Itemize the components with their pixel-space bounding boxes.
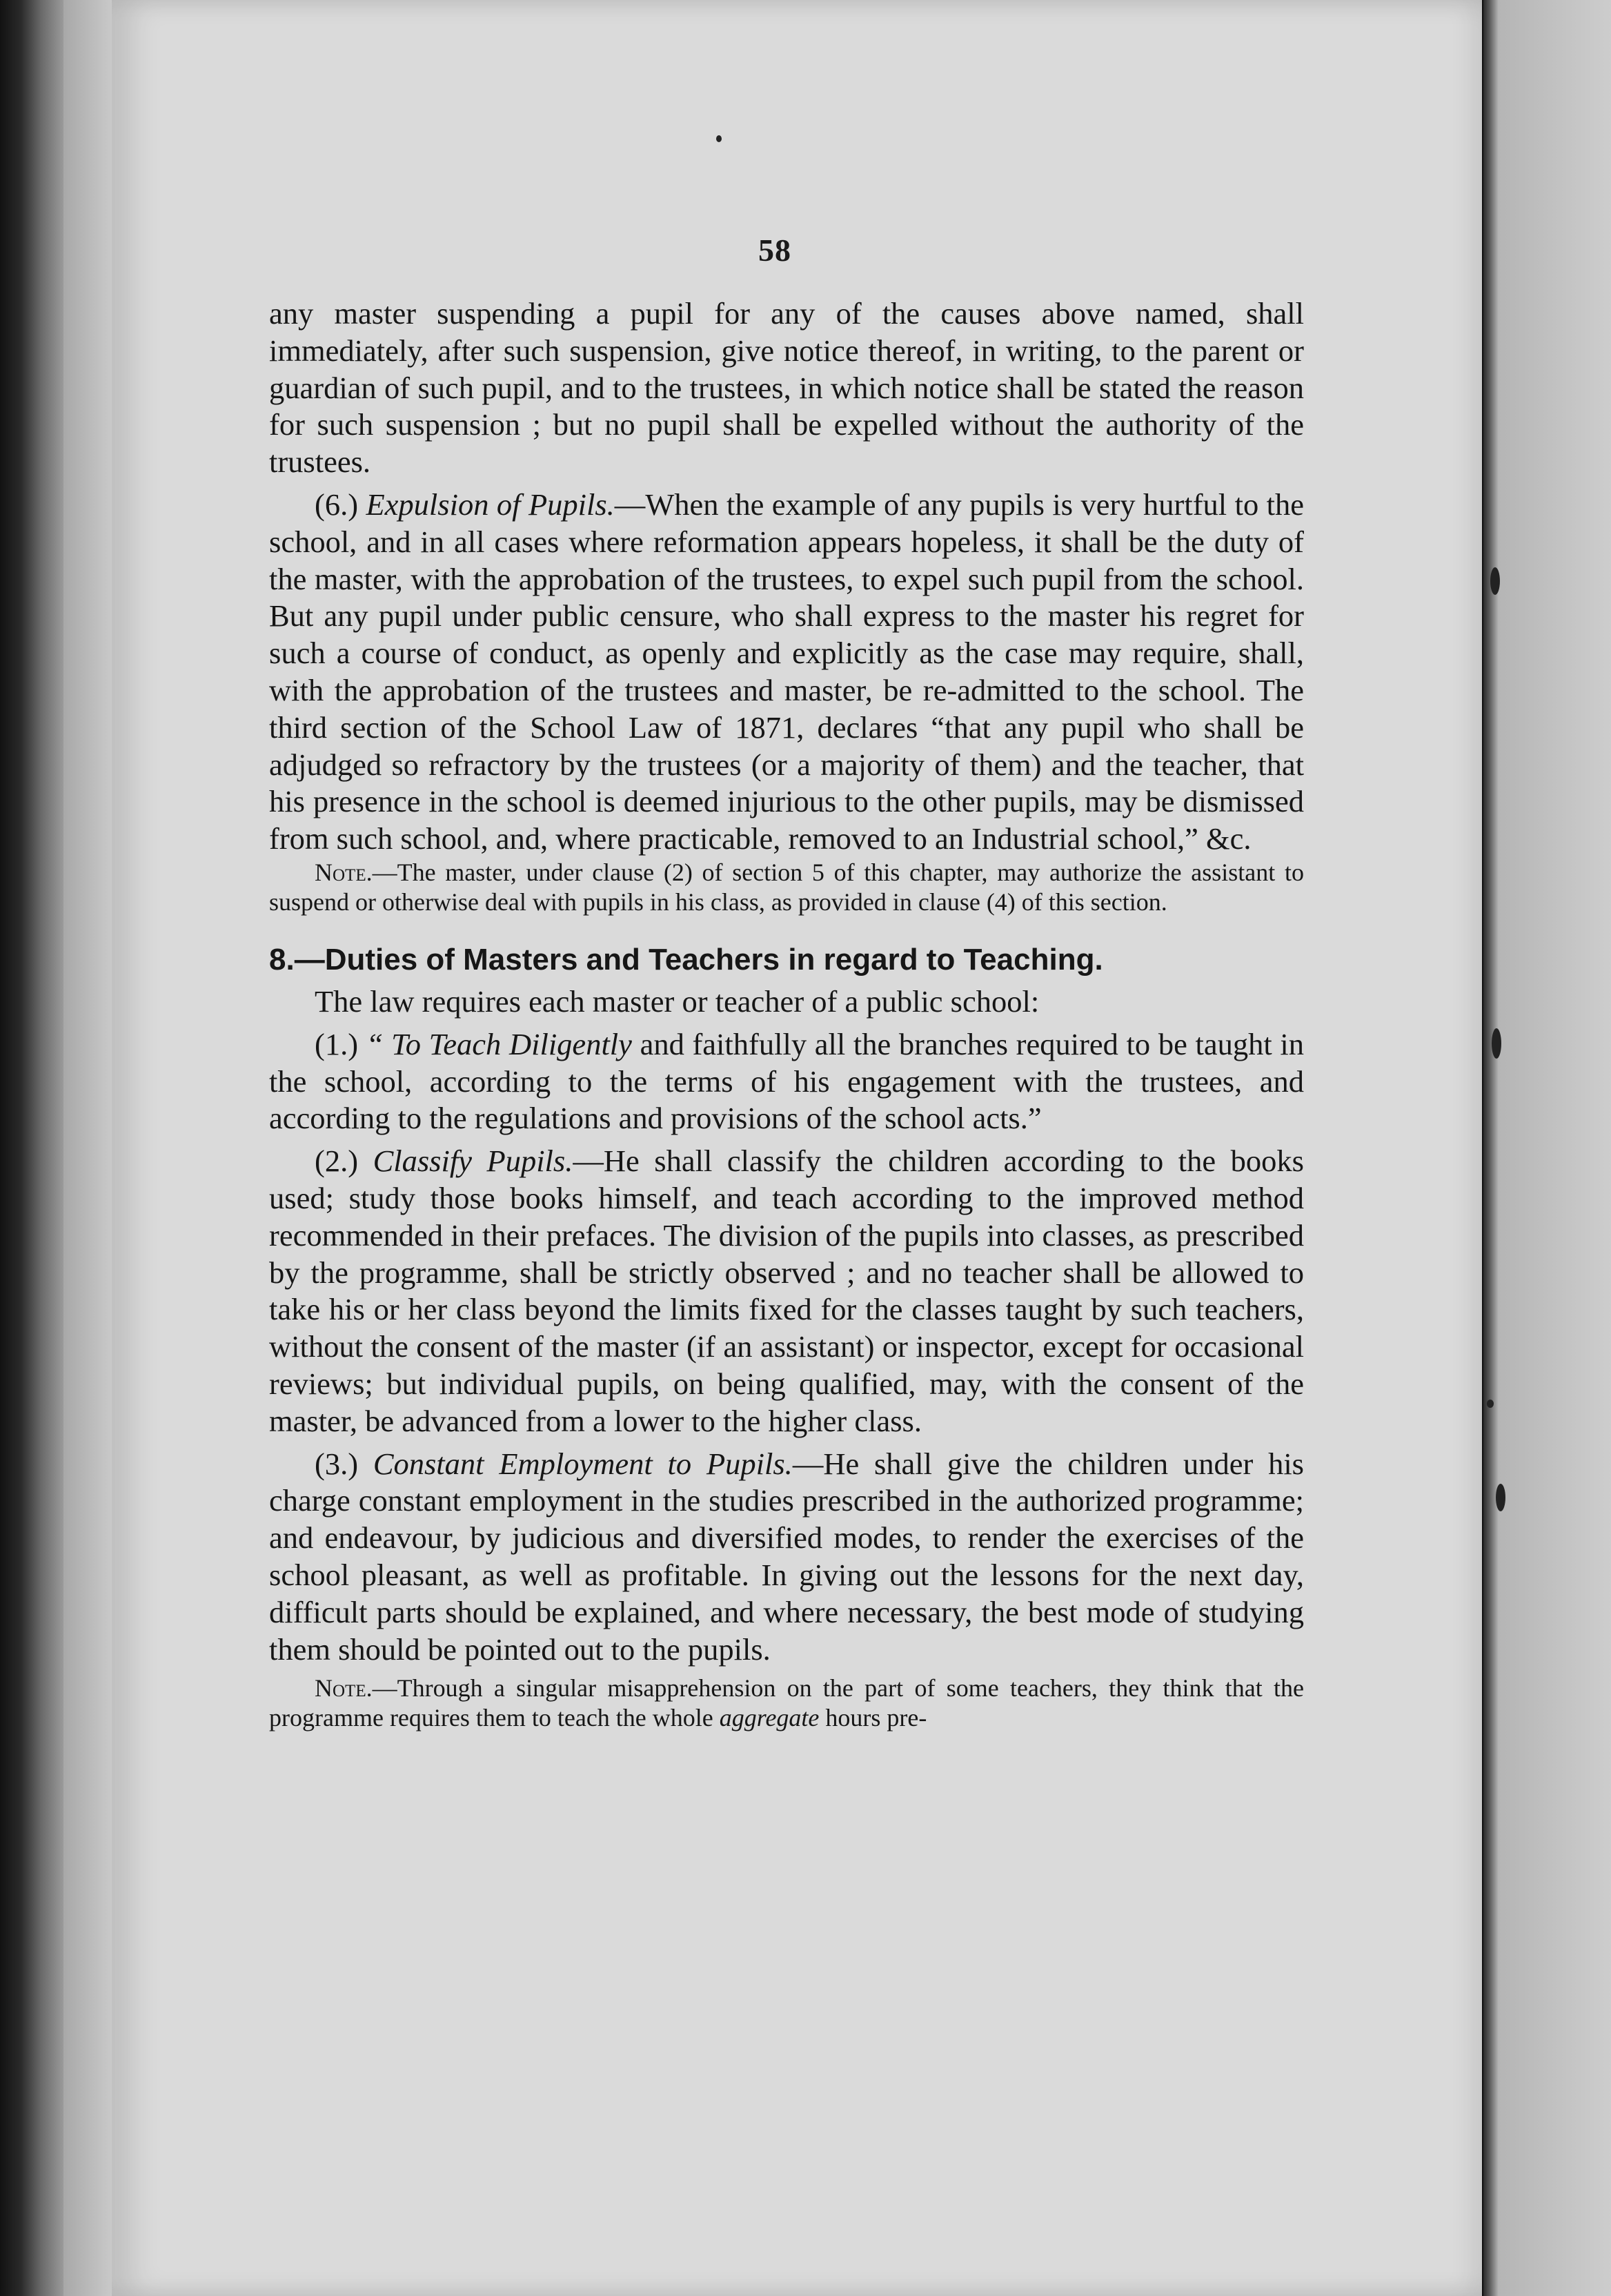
section-heading: 8.—Duties of Masters and Teachers in regard to Teaching. [269,942,1103,977]
margin-speck [1490,567,1500,595]
clause-title: “ To Teach Diligently [366,1026,632,1061]
clause-title: Classify Pupils. [373,1144,573,1179]
margin-speck [1492,1028,1501,1059]
note-body-end: hours pre- [819,1704,927,1732]
note-label: Note. [315,858,373,886]
clause-body: —When the example of any pupils is very hurtful to the school, and in all cases where reformation appears hopeless, it shall be the duty of the master, with the approbation of the trustees, to expel such pupil from the school. But any pupil under public censure, who shall express to the master his regret for such a course of conduct, as openly and explicitly as the case may require, shall, with the approbation of the trustees and master, be re-admitted to the school. The third section of the School Law of 1871, declares “that any pupil who shall be adjudged so refractory by the trustees (or a majority of them) and the teacher, that his presence in the school is deemed injurious to the other pupils, may be dismissed from such school, and, where practicable, removed to an Industrial school,” &c. [269,487,1305,856]
clause-title: Expulsion of Pupils. [366,487,615,522]
clause-number: (1.) [315,1026,359,1061]
page-body [269,295,1304,1733]
clause-body: —He shall classify the children according to the books used; study those books himself, and teach according to the improved method recommended in their prefaces. The division of the pupils into classes, as prescribed by the programme, shall be strictly observed ; and no teacher shall be allowed to take his or her class beyond the limits fixed for the classes taught by such teachers, without the consent of the master (if an assistant) or inspector, except for occasional reviews; but individual pupils, on being qualified, may, with the consent of the master, be advanced from a lower to the higher class. [269,1144,1304,1438]
margin-speck [716,135,722,142]
clause-number: (6.) [315,487,359,522]
note-body: —Through a singular misapprehension on the part of some teachers, they think that the programme requires them to teach the whole [269,1674,1304,1732]
margin-speck [1496,1484,1505,1511]
clause-number: (2.) [315,1144,359,1179]
next-page-edge [1483,0,1611,2296]
note-paragraph [269,858,1304,917]
section-intro: The law requires each master or teacher of a public school: [315,983,1040,1019]
clause-number: (3.) [315,1446,359,1481]
left-page-fold [63,0,112,2296]
paragraph-classify-pupils [269,1143,1304,1440]
note-emphasis: aggregate [719,1704,820,1732]
note-label: Note. [315,1674,373,1703]
clause-body: and faithfully all the branches required to be taught in the school, according to the terms of his engagement with the trustees, and according to the regulations and provisions of the school acts.” [269,1026,1304,1136]
clause-body: —He shall give the children under his charge constant employment in the studies prescribed in the authorized programme; and endeavour, by judicious and diversified modes, to render the exercises of the school pleasant, as well as profitable. In giving out the lessons for the next day, difficult parts should be explained, and where necessary, the best mode of studying them should be pointed out to the pupils. [269,1446,1305,1667]
note-body: —The master, under clause (2) of section 5 of this chapter, may authorize the assistant to suspend or otherwise deal with pupils in his class, as provided in clause (4) of this section. [269,858,1304,916]
page-number: 58 [758,233,791,268]
paragraph-continuation: any master suspending a pupil for any of the causes above named, shall immediately, after such suspension, give notice thereof, in writing, to the parent or guardian of such pupil, and to the trustees, in which notice shall be stated the reason for such suspension ; but no pupil shall be expelled without the authority of the trustees. [269,296,1304,480]
clause-title: Constant Employment to Pupils. [373,1446,793,1481]
note-paragraph [269,1674,1304,1733]
paragraph-constant-employment [269,1446,1304,1669]
paragraph-teach-diligently [269,1026,1304,1137]
paragraph-expulsion-of-pupils [269,487,1304,858]
margin-speck [1487,1400,1494,1408]
book-spine-shadow [0,0,63,2296]
